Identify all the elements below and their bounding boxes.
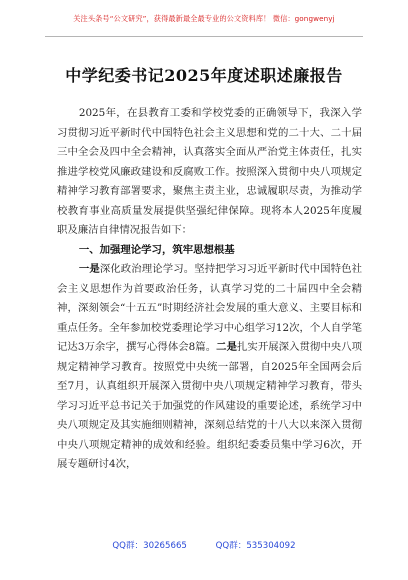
header-divider <box>45 36 363 37</box>
footer-qq-group-1: QQ群：30265665 <box>112 541 187 551</box>
paragraph-text: 深化政治理论学习。坚持把学习习近平新时代中国特色社会主义思想作为首要政治任务，认真学习党的二十届四中全会精神，深刻领会“十五五”时期经济社会发展的重大意义、主要目标和重点任务。全年参加校党委理论学习中心组学习12次，个人自学笔记达3万余字，撰写心得体会8篇。 <box>57 263 362 353</box>
page-title: 中学纪委书记2025年度述职述廉报告 <box>65 66 343 85</box>
paragraph-text: 扎实开展深入贯彻中央八项规定精神学习教育。按照党中央统一部署，自2025年全国两会后至7月，认真组织开展深入贯彻中央八项规定精神学习教育，带头学习习近平总书记关于加强党的作风建设的重要论述，系统学习中央八项规定及其实施细则精神，深刻总结党的十八大以来深入贯彻中央八项规定精神的成效和经验。组织纪委委员集中学习6次，开展专题研讨4次， <box>57 341 363 470</box>
footer-contacts <box>0 539 408 551</box>
body-paragraph <box>57 260 362 475</box>
paragraph-lead: 二是 <box>216 341 237 353</box>
promo-banner: 关注头条号“公文研究”，获得最新最全最专业的公文资料库！ 微信：gongwenyj <box>73 14 335 23</box>
paragraph-lead: 一是 <box>78 263 100 275</box>
intro-paragraph: 2025年，在县教育工委和学校党委的正确领导下，我深入学习贯彻习近平新时代中国特色社会主义思想和党的二十大、二十届三中全会及四中全会精神，认真落实全面从严治党主体责任，扎实推进学校党风廉政建设和反腐败工作。按照深入贯彻中央八项规定精神学习教育部署要求，聚焦主责主业，忠诚履职尽责，为推动学校教育事业高质量发展提供坚强纪律保障。现将本人2025年度履职及廉洁自律情况报告如下： <box>57 107 362 236</box>
document-body <box>57 104 362 475</box>
footer-qq-group-2: QQ群：535304092 <box>215 541 296 551</box>
section-heading: 一、加强理论学习，筑牢思想根基 <box>78 243 235 256</box>
